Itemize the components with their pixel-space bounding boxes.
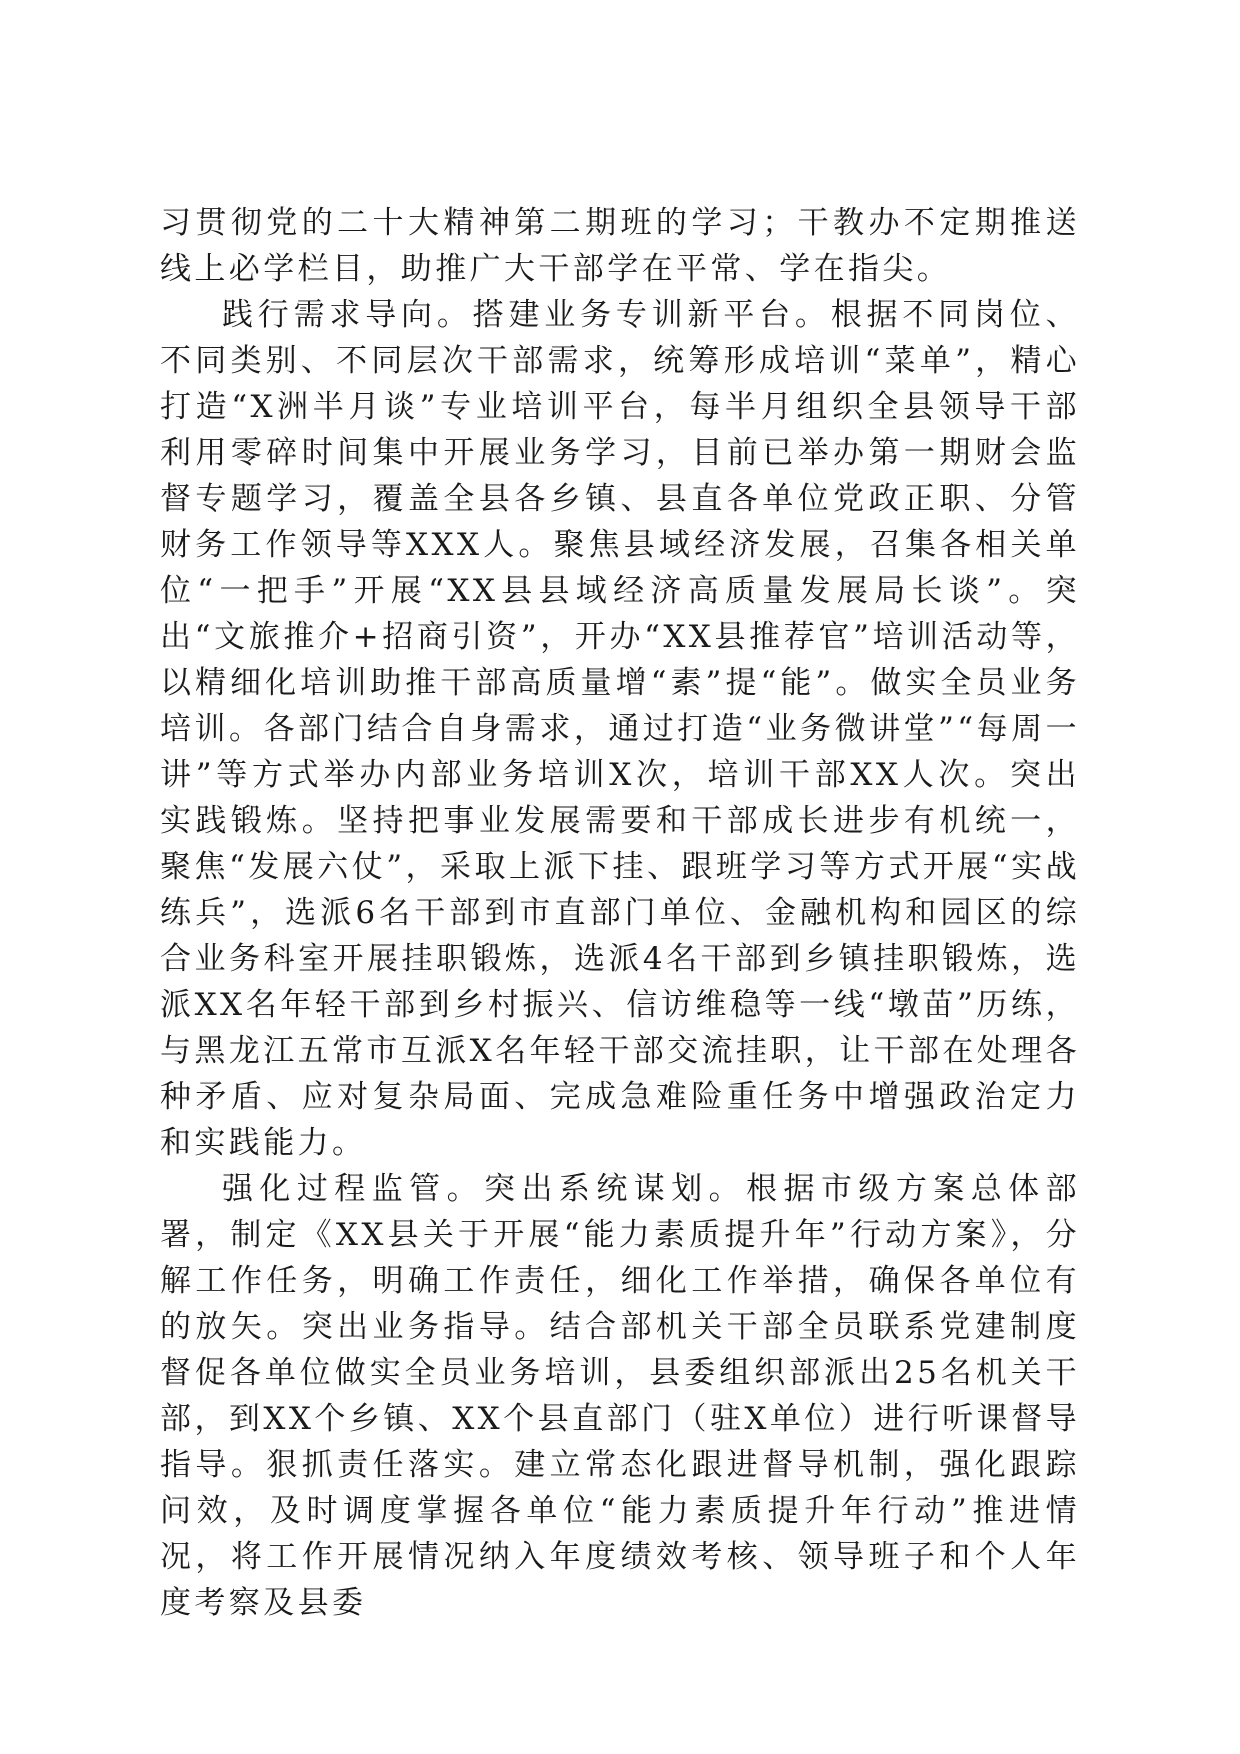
paragraph-demand-oriented: 践行需求导向。搭建业务专训新平台。根据不同岗位、不同类别、不同层次干部需求，统筹形成培训“菜单”，精心打造“X洲半月谈”专业培训平台，每半月组织全县领导干部利用零碎时间集中开展业务学习，目前已举办第一期财会监督专题学习，覆盖全县各乡镇、县直各单位党政正职、分管财务工作领导等XXX人。聚焦县域经济发展，召集各相关单位“一把手”开展“XX县县域经济高质量发展局长谈”。突出“文旅推介+招商引资”，开办“XX县推荐官”培训活动等，以精细化培训助推干部高质量增“素”提“能”。做实全员业务培训。各部门结合自身需求，通过打造“业务微讲堂”“每周一讲”等方式举办内部业务培训X次，培训干部XX人次。突出实践锻炼。坚持把事业发展需要和干部成长进步有机统一，聚焦“发展六仗”，采取上派下挂、跟班学习等方式开展“实战练兵”，选派6名干部到市直部门单位、金融机构和园区的综合业务科室开展挂职锻炼，选派4名干部到乡镇挂职锻炼，选派XX名年轻干部到乡村振兴、信访维稳等一线“墩苗”历练，与黑龙江五常市互派X名年轻干部交流挂职，让干部在处理各种矛盾、应对复杂局面、完成急难险重任务中增强政治定力和实践能力。 <box>160 297 1080 1161</box>
paragraph-process-supervision: 强化过程监管。突出系统谋划。根据市级方案总体部署，制定《XX县关于开展“能力素质提升年”行动方案》，分解工作任务，明确工作责任，细化工作举措，确保各单位有的放矢。突出业务指导。结合部机关干部全员联系党建制度督促各单位做实全员业务培训，县委组织部派出25名机关干部，到XX个乡镇、XX个县直部门（驻X单位）进行听课督导指导。狠抓责任落实。建立常态化跟进督导机制，强化跟踪问效，及时调度掌握各单位“能力素质提升年行动”推进情况，将工作开展情况纳入年度绩效考核、领导班子和个人年度考察及县委 <box>160 1171 1080 1621</box>
paragraph-continued: 习贯彻党的二十大精神第二期班的学习；干教办不定期推送线上必学栏目，助推广大干部学在平常、学在指尖。 <box>160 205 1080 287</box>
document-body <box>160 200 1080 1626</box>
